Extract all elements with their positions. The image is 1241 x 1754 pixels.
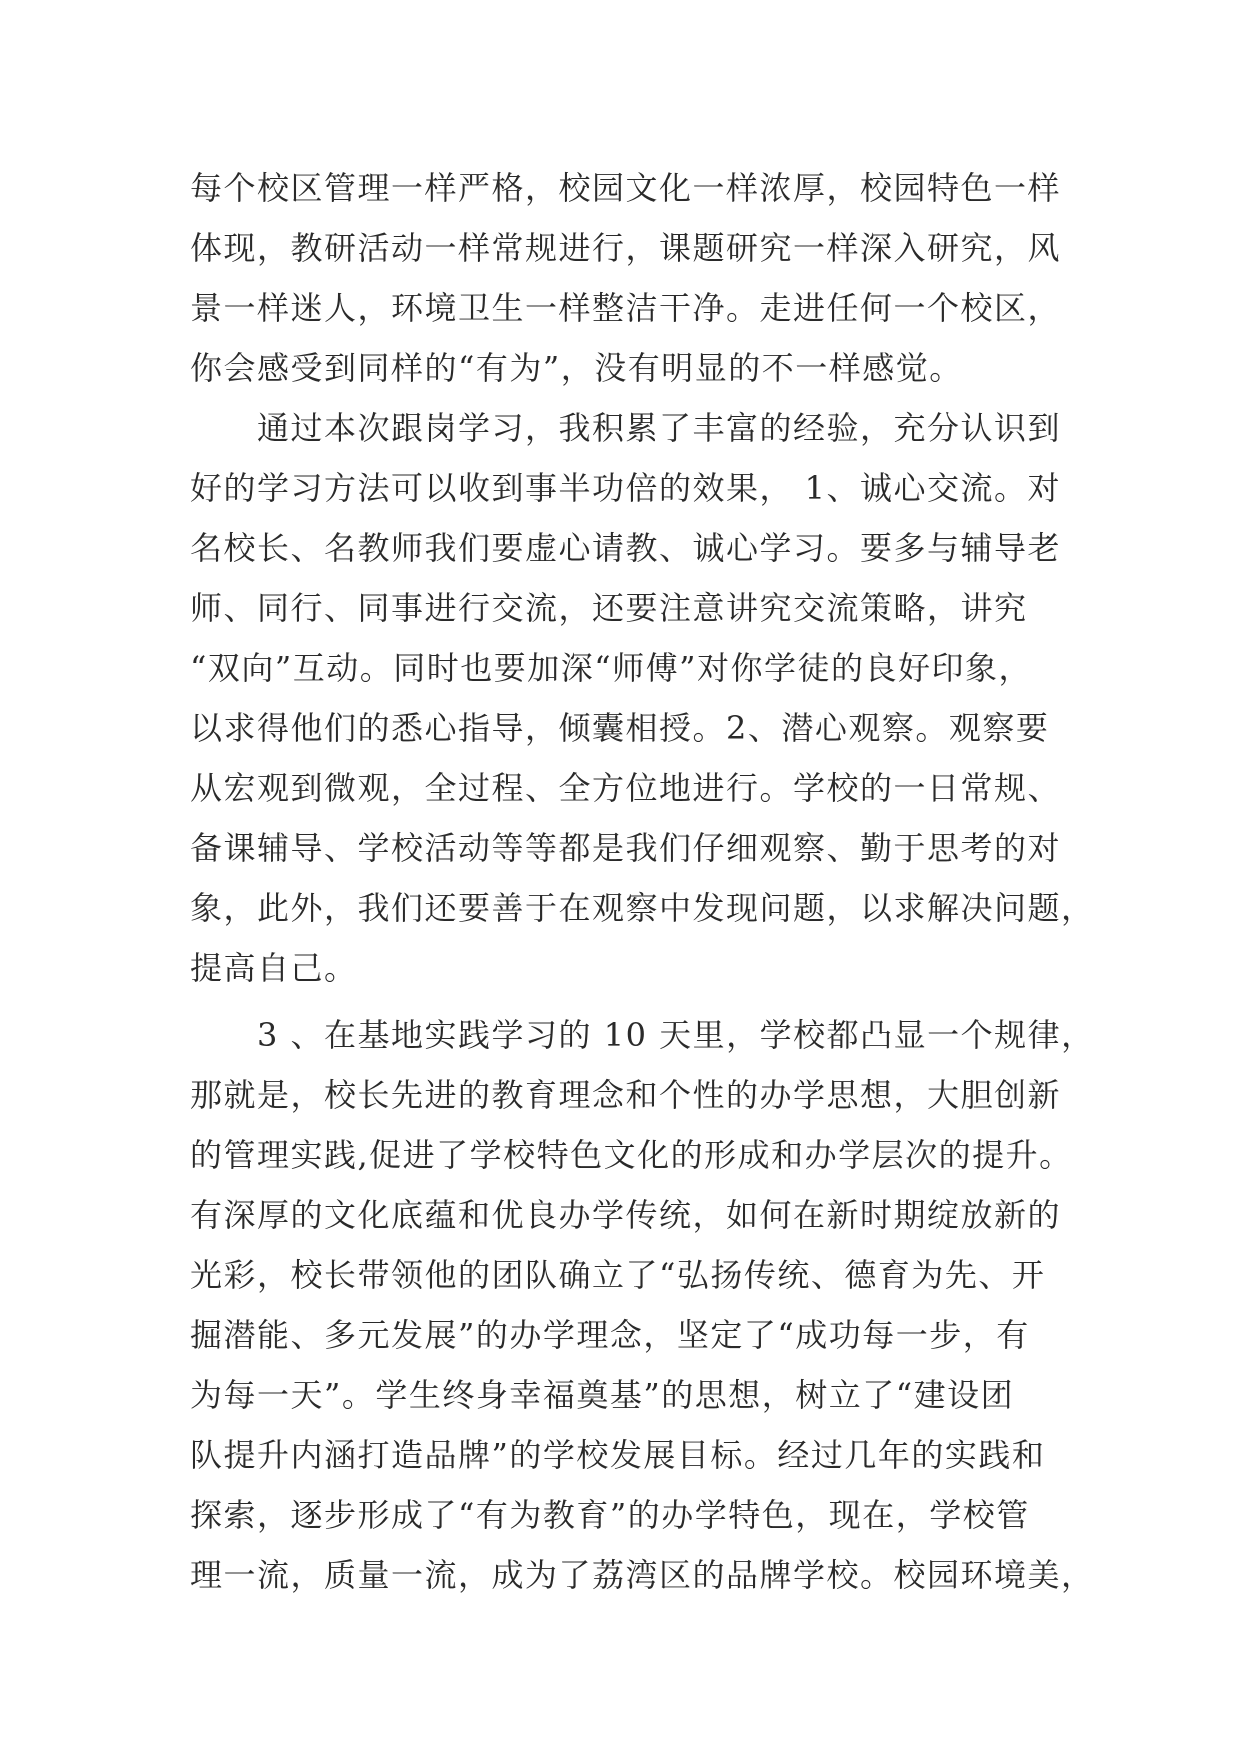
text-line: 名校长、名教师我们要虚心请教、诚心学习。要多与辅导老 (190, 529, 1062, 567)
text-line: 为每一天”。学生终身幸福奠基”的思想，树立了“建设团 (190, 1376, 1015, 1414)
text-line: 3 、在基地实践学习的 10 天里，学校都凸显一个规律， (190, 1016, 1095, 1054)
text-line: 备课辅导、学校活动等等都是我们仔细观察、勤于思考的对 (190, 829, 1062, 867)
text-line: 有深厚的文化底蕴和优良办学传统，如何在新时期绽放新的 (190, 1196, 1062, 1234)
text-line: 象，此外，我们还要善于在观察中发现问题，以求解决问题， (190, 889, 1095, 927)
text-line: 那就是，校长先进的教育理念和个性的办学思想，大胆创新 (190, 1076, 1062, 1114)
paragraph-gap (190, 998, 1070, 1005)
text-line: 探索，逐步形成了“有为教育”的办学特色，现在，学校管 (190, 1496, 1030, 1534)
text-line: 以求得他们的悉心指导，倾囊相授。2、潜心观察。观察要 (190, 709, 1050, 747)
text-line: 体现，教研活动一样常规进行，课题研究一样深入研究，风 (190, 229, 1062, 267)
text-line: 好的学习方法可以收到事半功倍的效果， 1、诚心交流。对 (190, 469, 1062, 507)
text-line: 景一样迷人，环境卫生一样整洁干净。走进任何一个校区， (190, 289, 1062, 327)
text-line: 师、同行、同事进行交流，还要注意讲究交流策略，讲究 (190, 589, 1028, 627)
text-line: 从宏观到微观，全过程、全方位地进行。学校的一日常规、 (190, 769, 1062, 807)
text-line: 掘潜能、多元发展”的办学理念，坚定了“成功每一步，有 (190, 1316, 1030, 1354)
text-line: 通过本次跟岗学习，我积累了丰富的经验，充分认识到 (190, 409, 1062, 447)
text-line: 光彩，校长带领他的团队确立了“弘扬传统、德育为先、开 (190, 1256, 1046, 1294)
document-body (190, 158, 1095, 1605)
text-line: 理一流，质量一流，成为了荔湾区的品牌学校。校园环境美， (190, 1556, 1095, 1594)
text-line: 的管理实践,促进了学校特色文化的形成和办学层次的提升。 (190, 1136, 1073, 1174)
text-line: “双向”互动。同时也要加深“师傅”对你学徒的良好印象， (190, 649, 1032, 687)
text-line: 你会感受到同样的“有为”，没有明显的不一样感觉。 (190, 349, 963, 387)
text-line: 每个校区管理一样严格，校园文化一样浓厚，校园特色一样 (190, 169, 1062, 207)
text-line: 队提升内涵打造品牌”的学校发展目标。经过几年的实践和 (190, 1436, 1046, 1474)
text-line: 提高自己。 (190, 949, 358, 987)
